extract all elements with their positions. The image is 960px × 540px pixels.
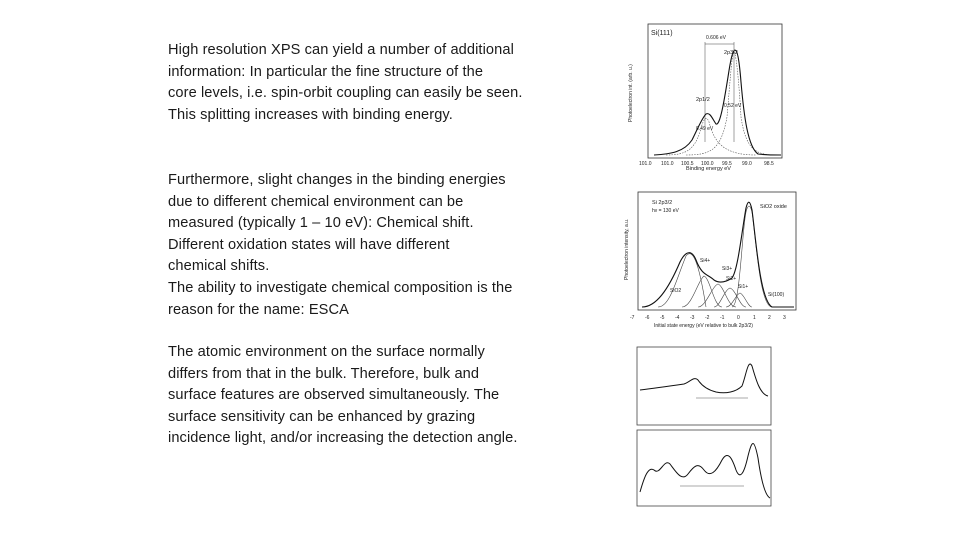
text-line: surface sensitivity can be enhanced by grazing bbox=[168, 408, 476, 425]
label-si3: Si3+ bbox=[722, 266, 733, 272]
x-ticks bbox=[630, 315, 786, 321]
text-line: reason for the name: ESCA bbox=[168, 301, 349, 318]
figure2-xlabel: Initial state energy (eV relative to bulk 2p3/2) bbox=[654, 323, 753, 329]
figure2-title-line2: hν = 130 eV bbox=[652, 208, 679, 214]
text-line: chemical shifts. bbox=[168, 258, 270, 275]
label-sio2: SiO2 bbox=[670, 288, 682, 294]
lower-plot-frame bbox=[637, 430, 771, 506]
component-2p12 bbox=[666, 118, 756, 155]
paragraph-chemical-shift bbox=[168, 170, 554, 321]
tick-label: 0 bbox=[737, 315, 740, 321]
paragraph-spin-orbit bbox=[168, 40, 554, 126]
splitting-label: 0.606 eV bbox=[706, 35, 727, 41]
spectrum-total bbox=[654, 50, 781, 155]
corner-label: SiO2 oxide bbox=[760, 204, 787, 210]
text-line: core levels, i.e. spin-orbit coupling can easily be seen. bbox=[168, 85, 523, 102]
text-line: The atomic environment on the surface normally bbox=[168, 344, 485, 360]
text-line: surface features are observed simultaneously. The bbox=[168, 387, 500, 404]
tick-label: 99.0 bbox=[742, 161, 752, 167]
tick-label: 101.0 bbox=[639, 161, 652, 167]
paragraph-surface-sensitivity bbox=[168, 342, 560, 450]
tick-label: -4 bbox=[675, 315, 680, 321]
text-line: measured (typically 1 – 10 eV): Chemical shift. bbox=[168, 215, 474, 232]
component-sio2 bbox=[658, 254, 706, 307]
label-si1: Si1+ bbox=[738, 284, 749, 290]
text-line: information: In particular the fine structure of the bbox=[168, 63, 484, 80]
tick-label: 99.5 bbox=[722, 161, 732, 167]
text-line: Furthermore, slight changes in the binding energies bbox=[168, 172, 506, 188]
tick-label: -7 bbox=[630, 315, 635, 321]
tick-label: 3 bbox=[783, 315, 786, 321]
text-line: The ability to investigate chemical composition is the bbox=[168, 279, 513, 296]
tick-label: -5 bbox=[660, 315, 665, 321]
text-line: differs from that in the bulk. Therefore, bulk and bbox=[168, 365, 480, 382]
tick-label: 100.5 bbox=[681, 161, 694, 167]
peak-left-label: 2p1/2 bbox=[696, 97, 710, 103]
lower-spectrum bbox=[640, 444, 770, 499]
fwhm-right-label: 0.52 eV bbox=[724, 103, 742, 109]
figure2-title-line1: Si 2p3/2 bbox=[652, 200, 673, 206]
figure2-ylabel: Photoelectron intensity, a.u. bbox=[624, 218, 630, 280]
text-line: This splitting increases with binding energy. bbox=[168, 106, 453, 123]
peak-top-label: 2p3/2 bbox=[724, 50, 738, 56]
label-si2: Si2+ bbox=[726, 276, 737, 282]
figure-si2p-chemical-shift bbox=[622, 190, 802, 330]
figure1-title: Si(111) bbox=[651, 30, 673, 37]
component-si2 bbox=[714, 288, 746, 307]
x-ticks bbox=[639, 161, 774, 167]
tick-label: 101.0 bbox=[661, 161, 674, 167]
figure1-ylabel: Photoelectron int. (arb. u.) bbox=[628, 64, 634, 122]
tick-label: 1 bbox=[753, 315, 756, 321]
tick-label: 98.5 bbox=[764, 161, 774, 167]
text-line: incidence light, and/or increasing the detection angle. bbox=[168, 430, 518, 447]
figure1-xlabel: Binding energy eV bbox=[686, 166, 731, 172]
fwhm-left-label: 0.49 eV bbox=[696, 126, 714, 132]
text-line: High resolution XPS can yield a number of additional bbox=[168, 42, 514, 58]
upper-spectrum bbox=[640, 364, 768, 396]
tick-label: -3 bbox=[690, 315, 695, 321]
tick-label: 100.0 bbox=[701, 161, 714, 167]
tick-label: -6 bbox=[645, 315, 650, 321]
label-bulk: Si(100) bbox=[768, 292, 785, 298]
text-line: Different oxidation states will have different bbox=[168, 236, 450, 253]
figure-si111-xps bbox=[626, 22, 786, 172]
tick-label: -1 bbox=[720, 315, 725, 321]
label-si4: Si4+ bbox=[700, 258, 711, 264]
figure-surface-bulk-spectra bbox=[636, 346, 772, 508]
tick-label: 2 bbox=[768, 315, 771, 321]
tick-label: -2 bbox=[705, 315, 710, 321]
text-line: due to different chemical environment can be bbox=[168, 193, 464, 210]
